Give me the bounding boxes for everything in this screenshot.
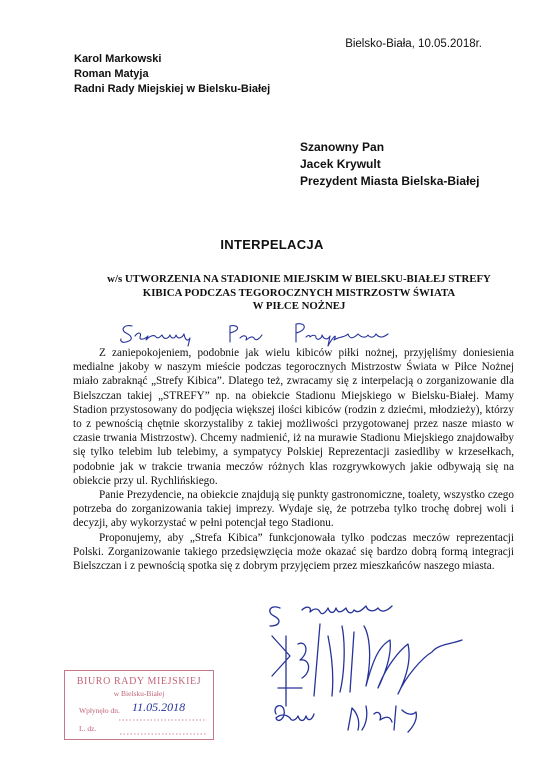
body-paragraph: Proponujemy, aby „Strefa Kibica” funkcjonowała tylko podczas meczów reprezentacji Polski. Zorganizowanie takiego przedsięwzięcia może okazać się bardzo dobrą formą integracji Bielszczan i z pewnością spotka się z dobrym przyjęciem przez mieszkańców naszego miasta. <box>73 531 514 573</box>
stamp-received-label: Wpłynęło dn. <box>79 706 120 715</box>
addressee-salutation: Szanowny Pan <box>300 140 385 154</box>
stamp-received-date: 11.05.2018 <box>132 700 186 714</box>
stamp-number-label: L. dz. <box>79 724 97 733</box>
addressee-name: Jacek Krywult <box>300 157 381 171</box>
place-date: Bielsko-Biała, 10.05.2018r. <box>345 38 482 50</box>
stamp-office-name: BIURO RADY MIEJSKIEJ <box>76 676 202 687</box>
registry-stamp <box>64 670 214 740</box>
document-title: INTERPELACJA <box>220 237 324 252</box>
sender-name-2: Roman Matyja <box>74 67 149 80</box>
subject-line-3: W PIŁCE NOŻNEJ <box>252 300 346 312</box>
sender-name-1: Karol Markowski <box>74 53 162 65</box>
senders-block <box>74 52 270 96</box>
body-paragraph: Z zaniepokojeniem, podobnie jak wielu kibiców piłki nożnej, przyjęliśmy doniesienia medialne jakoby w naszym mieście podczas tegorocznych Mistrzostw Świata w Piłce Nożnej miało zabraknąć „Strefy Kibica”. Dlatego też, zwracamy się z interpelacją o zorganizowanie dla Bielszczan takiej „STREFY” np. na obiekcie Stadionu Miejskiego w Bielsku-Białej. Mamy Stadion przystosowany do podjęcia większej ilości kibiców (rodzin z dziećmi, młodzieży), którzy to z pewnością chętnie skorzystaliby z takiej możliwości przygotowanej przez nasze miasto w czasie trwania Mistrzostw). Chcemy nadmienić, iż na murawie Stadionu Miejskiego znajdowałby się tylko telebim lub telebimy, a sympatycy Polskiej Reprezentacji zasiedliby w krzesełkach, podobnie jak w trakcie trwania meczów różnych klas rozgrywkowych jakie odbywają się na obiekcie przy ul. Rychlińskiego. <box>73 347 514 487</box>
document-subject <box>84 273 514 314</box>
signatures-image <box>262 596 492 736</box>
handwritten-signatures <box>262 596 492 741</box>
body-paragraph: Panie Prezydencie, na obiekcie znajdują się punkty gastronomiczne, toalety, wszystko czego potrzeba do zorganizowania takiej imprezy. Wydaje się, że potrzeba tylko trochę dobrej woli i decyzji, aby wykorzystać w pełni potencjał tego Stadionu. <box>73 489 514 530</box>
stamp-city: w Bielsku-Białej <box>113 689 165 698</box>
addressee-block <box>300 139 479 190</box>
body-text <box>73 346 514 573</box>
subject-line-2: KIBICA PODCZAS TEGOROCZNYCH MISTRZOSTW ŚWIATA <box>142 286 456 299</box>
subject-line-1: w/s UTWORZENIA NA STADIONIE MIEJSKIM W BIELSKU-BIAŁEJ STREFY <box>107 273 491 285</box>
addressee-title: Prezydent Miasta Bielska-Białej <box>300 174 480 188</box>
handwritten-salutation-image <box>118 318 408 348</box>
sender-affiliation: Radni Rady Miejskiej w Bielsku-Białej <box>74 82 271 95</box>
stamp-dotted-lines <box>119 716 209 736</box>
